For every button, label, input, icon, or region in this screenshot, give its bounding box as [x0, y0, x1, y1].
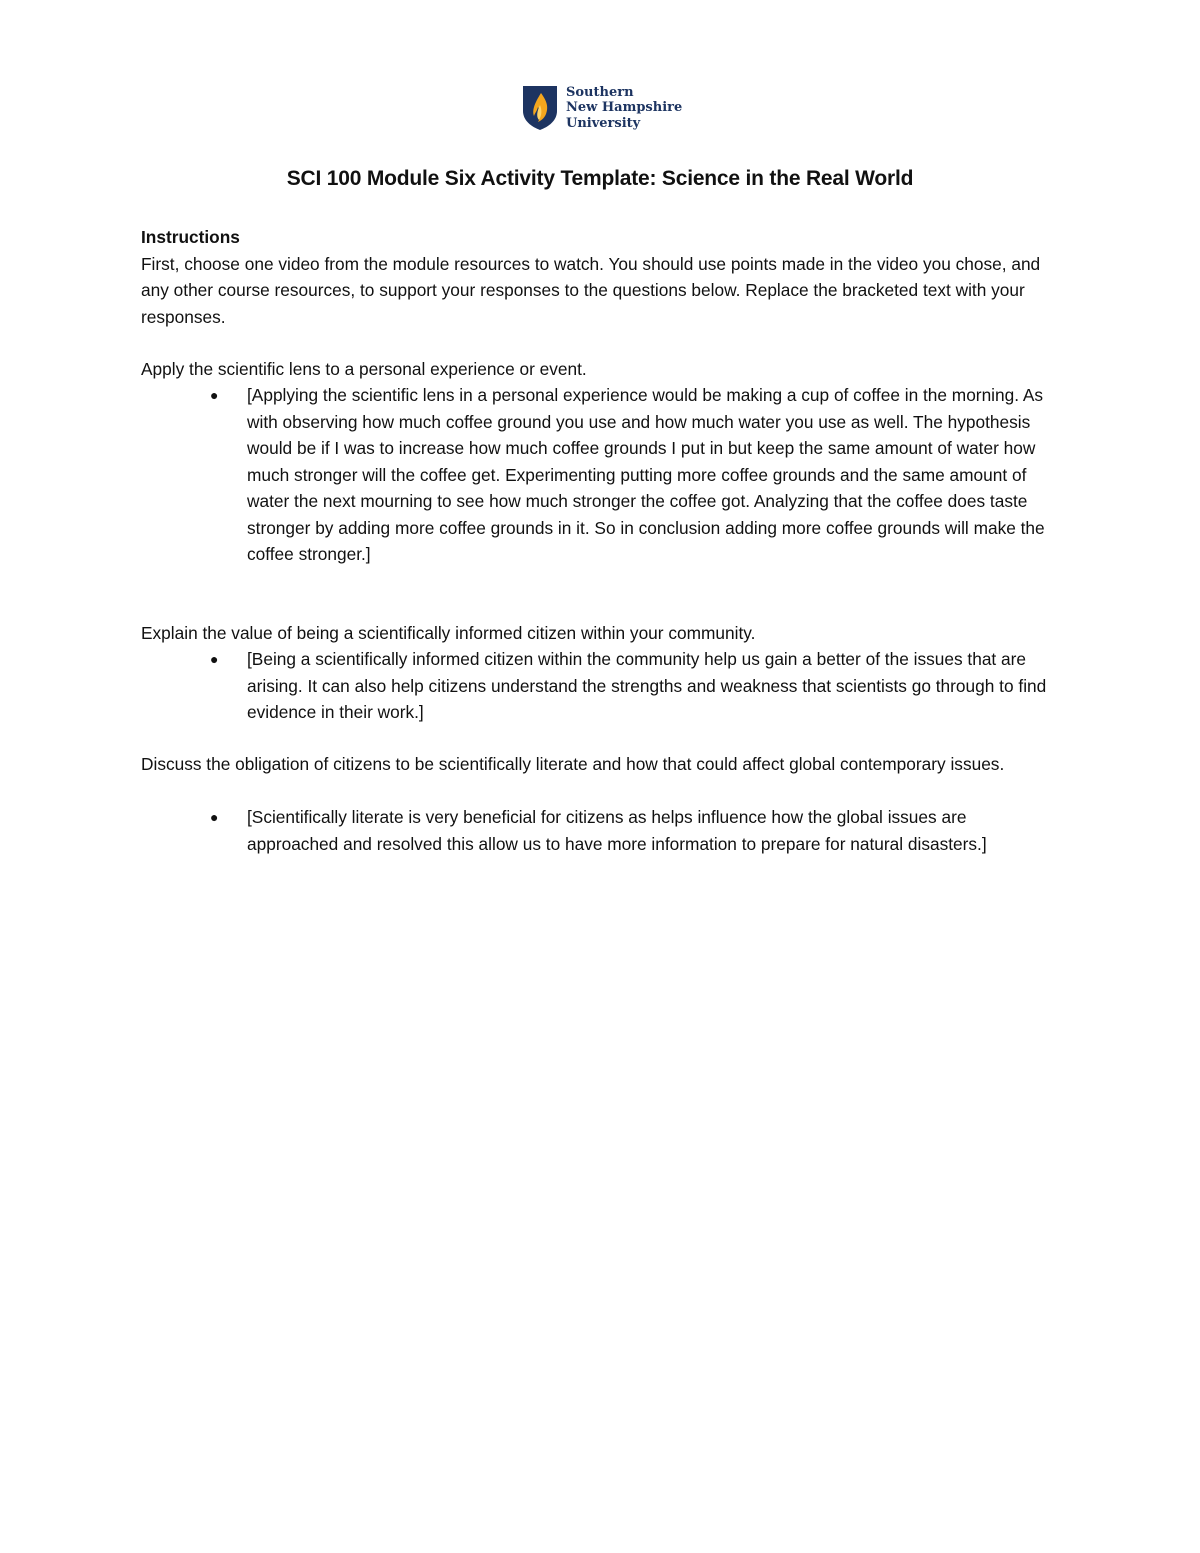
- logo-wordmark: [566, 85, 682, 132]
- answer-item-scientific-literacy: [206, 804, 1056, 857]
- bullet-icon: ●: [210, 651, 219, 667]
- prompt-scientific-literacy: Discuss the obligation of citizens to be scientifically literate and how that could affect global contemporary issues.: [141, 754, 1005, 774]
- logo-line-1: Southern: [566, 84, 634, 100]
- answer-text[interactable]: [Being a scientifically informed citizen within the community help us gain a better of the issues that are arising. It can also help citizens understand the strengths and weakness that scientists go through to find evidence in their work.]: [247, 649, 1047, 722]
- answer-text[interactable]: [Applying the scientific lens in a personal experience would be making a cup of coffee in the morning. As with observing how much coffee ground you use and how much water you use as well. The hypothesis would be if I was to increase how much coffee grounds I put in but keep the same amount of water how much stronger will the coffee get. Experimenting putting more coffee grounds and the same amount of water the next mourning to see how much stronger the coffee got. Analyzing that the coffee does taste stronger by adding more coffee grounds in it. So in conclusion adding more coffee grounds will make the coffee stronger.]: [247, 385, 1045, 564]
- logo-line-2: New Hampshire: [566, 100, 683, 116]
- logo-line-3: University: [566, 115, 641, 131]
- bullet-icon: ●: [210, 809, 219, 825]
- flame-shield-icon: [522, 85, 558, 131]
- document-title: SCI 100 Module Six Activity Template: Science in the Real World: [286, 167, 914, 190]
- prompt-scientific-lens: Apply the scientific lens to a personal experience or event.: [141, 359, 587, 379]
- prompt-informed-citizen: Explain the value of being a scientifically informed citizen within your community.: [141, 623, 756, 643]
- bullet-icon: ●: [210, 387, 219, 403]
- university-logo: [522, 84, 682, 132]
- answer-item-informed-citizen: [206, 646, 1056, 726]
- answer-text[interactable]: [Scientifically literate is very beneficial for citizens as helps influence how the global issues are approached and resolved this allow us to have more information to prepare for natural disasters.]: [247, 807, 987, 854]
- instructions-body: First, choose one video from the module resources to watch. You should use points made in the video you chose, and any other course resources, to support your responses to the questions below. Replace the bracketed text with your responses.: [141, 253, 1041, 327]
- answer-item-scientific-lens: [206, 382, 1056, 568]
- instructions-heading: Instructions: [141, 227, 240, 247]
- instructions-block: [141, 224, 1061, 330]
